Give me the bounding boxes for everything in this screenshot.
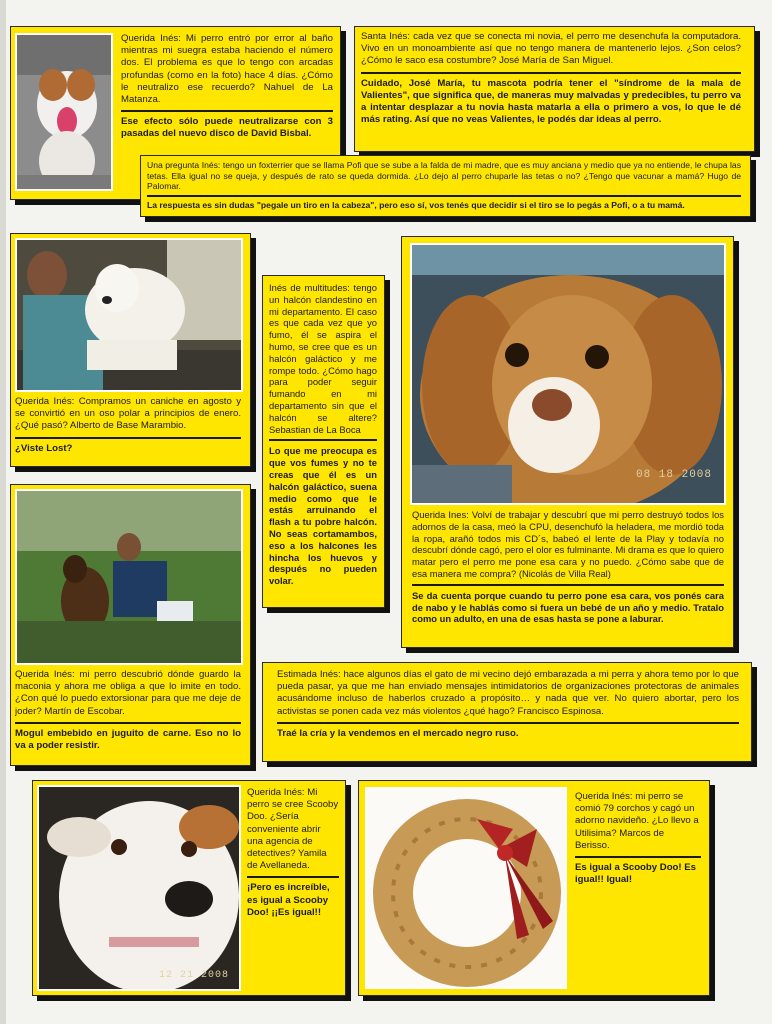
letter-box-marcos bbox=[358, 780, 710, 996]
divider bbox=[247, 876, 339, 878]
answer-marcos: Es igual a Scooby Doo! Es igual!! Igual! bbox=[575, 862, 697, 886]
polar-bear-dog-image bbox=[17, 240, 243, 392]
divider bbox=[15, 722, 241, 724]
letter-text-alberto bbox=[15, 396, 241, 462]
letter-box-alberto bbox=[10, 233, 251, 467]
question-sebastian: Inés de multitudes: tengo un halcón clandestino en mi departamento. El caso es que cada vez que yo fumo, él se aspira el humo, se cree que es un halcón galáctico y me rompe todo. ¿Cómo hago para poder seguir fumando en mi departamento sin que el halcón se altere? Sebastian de La Boca bbox=[269, 282, 377, 435]
letter-box-francisco bbox=[262, 662, 752, 762]
photo-date-stamp: 12 21 2008 bbox=[158, 970, 229, 981]
question-martin: Querida Inés: mi perro descubrió dónde guardo la maconia y ahora me obliga a que lo imite en todo. ¿Con qué lo puedo extorsionar para que me deje de joder? Martín de Escobar. bbox=[15, 669, 241, 717]
divider bbox=[575, 856, 701, 858]
letter-text-francisco bbox=[277, 669, 739, 759]
divider bbox=[15, 437, 241, 439]
letter-text-yamila bbox=[247, 787, 339, 987]
letter-text-hugo bbox=[147, 160, 741, 216]
answer-martin: Mogul embebido en juguito de carne. Eso no lo va a poder resistir. bbox=[15, 727, 241, 752]
divider bbox=[361, 72, 741, 74]
answer-yamila: ¡Pero es increíble, es igual a Scooby Doo! ¡¡Es igual!! bbox=[247, 882, 330, 918]
question-nicolas: Querida Ines: Volví de trabajar y descubrí que mi perro destruyó todos los adornos de la casa, meó la CPU, desenchufó la heladera, me mordió toda la ropa, arañó todos mis CD´s, babeó el lente de la Play y todavía no descubrí dónde cagó, pero el olor es fulminante. Mi drama es que lo quiero matar pero el perro me pone esa cara y no puedo. ¿Cómo sabe que de esa manera me compra? (Nicolás de Villa Real) bbox=[412, 509, 724, 579]
photo-polar-bear-dog bbox=[15, 238, 243, 392]
man-and-dog-image bbox=[17, 491, 243, 665]
letter-text-jose-maria bbox=[361, 31, 741, 149]
photo-date-stamp: 08 18 2008 bbox=[635, 469, 712, 481]
photo-man-and-dog bbox=[15, 489, 243, 665]
photo-cork-wreath bbox=[365, 787, 567, 989]
divider bbox=[147, 195, 741, 197]
letter-box-sebastian bbox=[262, 275, 385, 608]
answer-nicolas: Se da cuenta porque cuando tu perro pone esa cara, vos ponés cara de nabo y le hablás como si fuera un bebé de un año y medio. Tratalo como un adulto, en una de esas hasta se pone a laburar. bbox=[412, 589, 724, 625]
question-hugo: Una pregunta Inés: tengo un foxterrier que se llama Pofi que se sube a la falda de mi madre, que es muy anciana y medio que ya no entiende, le chupa las tetas. Ella igual no se queja, y después de rato se queda dormida. ¿Lo dejo al perro chuparle las tetas o no? ¿Tengo que vacunar a mamá? Hugo de Palomar. bbox=[147, 160, 741, 192]
page-spine bbox=[0, 0, 6, 1024]
answer-jose-maria: Cuidado, José María, tu mascota podría tener el "síndrome de la mala de Valientes", que significa que, de maneras muy malvadas y predecibles, tu perro va a intentar desplazar a tu novia hasta matarla a ella o primero a vos, lo que le dé más rating. Así que no veas Valientes, le podés dar ideas al perro. bbox=[361, 77, 741, 126]
photo-scooby-dog bbox=[37, 785, 241, 991]
letter-box-yamila bbox=[32, 780, 346, 996]
letter-text-marcos bbox=[575, 791, 701, 989]
divider bbox=[269, 439, 377, 441]
answer-hugo: La respuesta es sin dudas "pegale un tiro en la cabeza", pero eso sí, vos tenés que decidir si el tiro se lo pegás a Pofi, o a tu mamá. bbox=[147, 199, 685, 210]
question-yamila: Querida Inés: Mi perro se cree Scooby Doo. ¿Sería conveniente abrir una agencia de detectives? Yamila de Avellaneda. bbox=[247, 787, 339, 872]
answer-sebastian: Lo que me preocupa es que vos fumes y no te creas que él es un halcón galáctico, suena medio como que le estás arruinando el flash a tu pobre halcón. No seas cortamambos, eso a los halcones les hincha los huevos y después no pueden volar. bbox=[269, 445, 377, 587]
divider bbox=[121, 110, 333, 112]
letter-box-hugo bbox=[140, 155, 751, 217]
gagging-dog-image bbox=[17, 35, 113, 191]
divider bbox=[277, 722, 739, 724]
letter-text-martin bbox=[15, 669, 241, 761]
letter-box-jose-maria bbox=[354, 26, 755, 152]
answer-nahuel: Ese efecto sólo puede neutralizarse con 3 pasadas del nuevo disco de David Bisbal. bbox=[121, 116, 333, 140]
answer-alberto: ¿Viste Lost? bbox=[15, 442, 73, 454]
letter-text-sebastian bbox=[269, 282, 377, 602]
cork-wreath-image bbox=[367, 789, 567, 989]
question-alberto: Querida Inés: Compramos un caniche en agosto y se convirtió en un oso polar a principios de enero. ¿Qué pasó? Alberto de Base Marambio. bbox=[15, 396, 241, 432]
answer-francisco: Traé la cría y la vendemos en el mercado negro ruso. bbox=[277, 727, 519, 739]
question-jose-maria: Santa Inés: cada vez que se conecta mi novia, el perro me desenchufa la computadora. Vivo en un monoambiente así que no tengo manera de mantenerlo lejos. ¿Son celos? ¿Cómo le saco esa costumbre? José María de San Miguel. bbox=[361, 31, 741, 67]
question-francisco: Estimada Inés: hace algunos días el gato de mi vecino dejó embarazada a mi perra y ahora temo por lo que pueda pasar, ya que me han enviado mensajes intimidatorios de organizaciones protectoras de animales acusándome incluso de haberlos cruzado a propósito… y nada que ver. No quiero abortar, pero los activistas se ponen cada vez más violentos ¿qué hago? Francisco Espinosa. bbox=[277, 669, 739, 717]
letter-box-nicolas bbox=[401, 236, 734, 648]
question-nahuel: Querida Inés: Mi perro entró por error al baño mientras mi suegra estaba haciendo el número dos. El problema es que lo tengo con arcadas profundas (como en la foto) hace 4 días. ¿Cómo le neutralizo ese recuerdo? Nahuel de La Matanza. bbox=[121, 33, 333, 106]
letter-text-nicolas bbox=[412, 509, 724, 643]
photo-gagging-dog bbox=[15, 33, 113, 191]
cocker-spaniel-image bbox=[412, 245, 726, 505]
photo-cocker-spaniel bbox=[410, 243, 726, 505]
question-marcos: Querida Inés: mi perro se comió 79 corchos y cagó un adorno navideño. ¿Lo llevo a Utilisima? Marcos de Berisso. bbox=[575, 791, 699, 851]
scooby-dog-image bbox=[39, 787, 241, 991]
letter-box-martin bbox=[10, 484, 251, 766]
divider bbox=[412, 584, 724, 586]
